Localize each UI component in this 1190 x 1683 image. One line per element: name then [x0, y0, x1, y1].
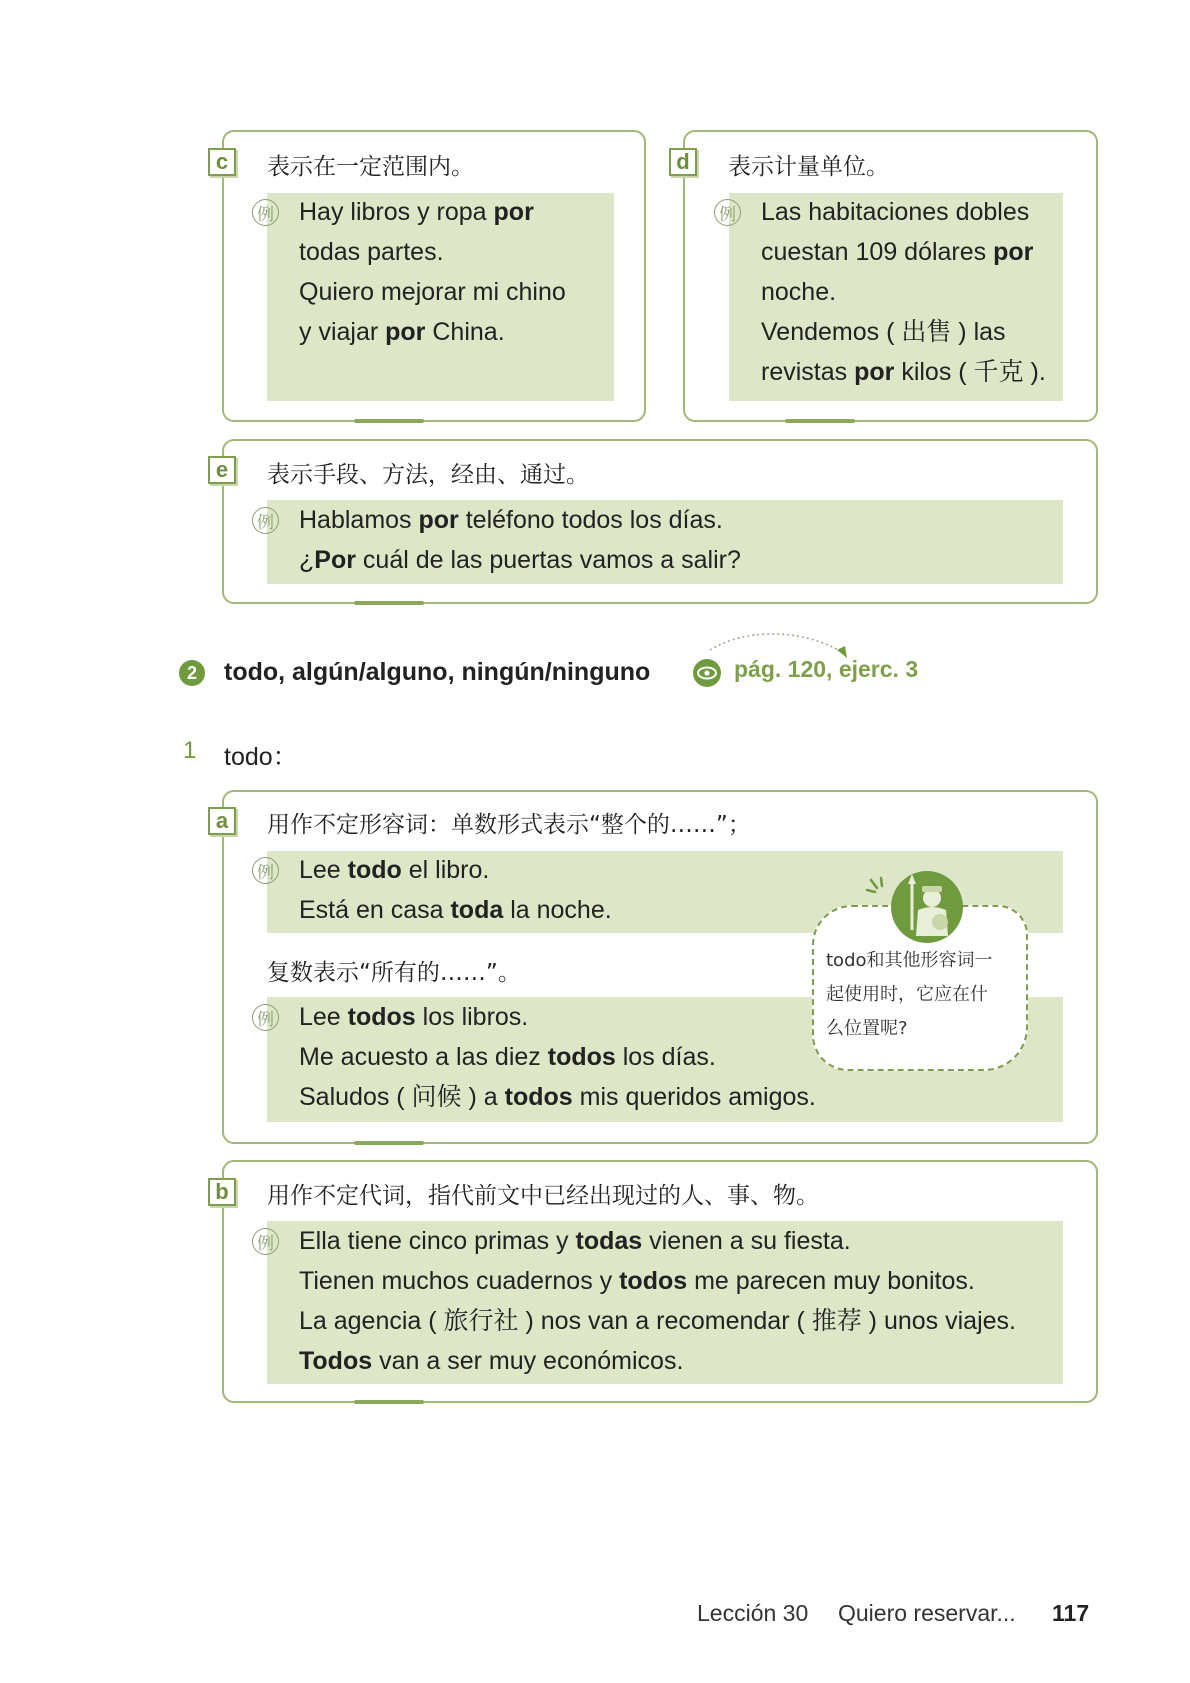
letter-b-badge: b [208, 1178, 236, 1206]
box-accent [785, 419, 855, 423]
sentence-part: cuál de las puertas vamos a salir? [355, 546, 741, 574]
example-sentence [761, 192, 1046, 232]
sentence-part: el libro. [401, 856, 490, 884]
sentence-part: Tienen muchos cuadernos y [299, 1267, 620, 1295]
box-e-heading: 表示手段、方法，经由、通过。 [267, 462, 589, 488]
sentence-part: Me acuesto a las diez [299, 1043, 548, 1071]
sentence-part: teléfono todos los días. [458, 506, 723, 534]
sentence-part: van a ser muy económicos. [372, 1347, 684, 1375]
box-a-examples-1 [299, 850, 612, 930]
sentence-part: Hablamos [299, 506, 419, 534]
example-mark-icon: 例 [252, 1004, 279, 1031]
subsection-label: todo： [224, 743, 298, 771]
box-d-examples [761, 192, 1046, 392]
exercise-reference-link[interactable]: pág. 120, ejerc. 3 [734, 656, 919, 682]
keyword: todo [347, 856, 402, 884]
sentence-part: China. [425, 318, 505, 346]
box-a-heading: 用作不定形容词：单数形式表示“整个的……”； [267, 812, 751, 838]
box-c-examples [299, 192, 566, 352]
sentence-part: Ella tiene cinco primas y [299, 1227, 576, 1255]
example-mark-icon: 例 [714, 199, 741, 226]
box-e-examples [299, 500, 741, 580]
letter-a-badge: a [208, 807, 236, 835]
example-sentence [299, 1301, 1016, 1341]
keyword: toda [450, 896, 504, 924]
example-mark-icon: 例 [252, 857, 279, 884]
keyword: todas [575, 1227, 643, 1255]
example-sentence [299, 890, 612, 930]
sentence-part: cuestan 109 dólares [761, 238, 994, 266]
sentence-part: Las habitaciones dobles [761, 198, 1030, 226]
subsection-number: 1 [183, 737, 197, 764]
box-accent [354, 1141, 424, 1145]
eye-icon [693, 659, 721, 687]
example-sentence [299, 232, 566, 272]
example-sentence [299, 272, 566, 312]
sentence-part: me parecen muy bonitos. [687, 1267, 975, 1295]
example-sentence [299, 1077, 816, 1117]
box-accent [354, 601, 424, 605]
section-number-badge: 2 [179, 660, 205, 686]
box-b-heading: 用作不定代词，指代前文中已经出现过的人、事、物。 [267, 1183, 819, 1209]
example-sentence [299, 1261, 1016, 1301]
box-accent [354, 419, 424, 423]
sentence-part: Vendemos ( 出售 ) las [761, 318, 1006, 346]
sentence-part: todas partes. [299, 238, 444, 266]
page-number: 117 [1052, 1600, 1090, 1626]
keyword: todos [619, 1267, 688, 1295]
example-mark-icon: 例 [252, 1228, 279, 1255]
example-sentence [761, 232, 1046, 272]
example-sentence [299, 312, 566, 352]
sentence-part: Saludos ( 问候 ) a [299, 1083, 505, 1111]
sentence-part: noche. [761, 278, 837, 306]
sentence-part: Está en casa [299, 896, 451, 924]
box-accent [354, 1400, 424, 1404]
letter-e-badge: e [208, 456, 236, 484]
example-sentence [761, 352, 1046, 392]
sentence-part: La agencia ( 旅行社 ) nos van a recomendar ( 推荐 ) unos viajes. [299, 1307, 1016, 1335]
box-b-examples [299, 1221, 1016, 1381]
sentence-part: la noche. [503, 896, 612, 924]
example-sentence [299, 500, 741, 540]
sentence-part: kilos ( 千克 ). [894, 358, 1046, 386]
sentence-part: revistas [761, 358, 855, 386]
sentence-part: mis queridos amigos. [572, 1083, 816, 1111]
box-c-heading: 表示在一定范围内。 [267, 154, 474, 180]
keyword: por [385, 318, 426, 346]
example-mark-icon: 例 [252, 507, 279, 534]
keyword: todos [347, 1003, 416, 1031]
example-sentence [299, 1221, 1016, 1261]
example-sentence [299, 997, 816, 1037]
example-sentence [299, 850, 612, 890]
sentence-part: Hay libros y ropa [299, 198, 494, 226]
example-sentence [761, 312, 1046, 352]
footer-title: Quiero reservar... [838, 1600, 1016, 1626]
box-a-heading-2: 复数表示“所有的……”。 [267, 960, 521, 986]
sentence-part: vienen a su fiesta. [642, 1227, 851, 1255]
sentence-part: y viajar [299, 318, 386, 346]
section-title: todo, algún/alguno, ningún/ninguno [224, 658, 651, 686]
tip-text: todo和其他形容词一 起使用时，它应在什 么位置呢? [826, 950, 993, 1039]
footer-lesson: Lección 30 [697, 1600, 809, 1626]
don-quixote-character-icon [890, 870, 964, 944]
sentence-part: ¿ [299, 546, 315, 574]
example-sentence [299, 192, 566, 232]
example-sentence [299, 1037, 816, 1077]
box-a-examples-2 [299, 997, 816, 1117]
sentence-part: los libros. [415, 1003, 529, 1031]
sentence-part: Lee [299, 856, 348, 884]
example-sentence [299, 1341, 1016, 1381]
box-d-heading: 表示计量单位。 [728, 154, 889, 180]
keyword: por [493, 198, 534, 226]
keyword: Todos [299, 1347, 373, 1375]
keyword: por [418, 506, 459, 534]
sentence-part: Lee [299, 1003, 348, 1031]
keyword: por [854, 358, 895, 386]
keyword: por [993, 238, 1034, 266]
keyword: todos [504, 1083, 573, 1111]
sentence-part: los días. [615, 1043, 716, 1071]
letter-c-badge: c [208, 148, 236, 176]
example-sentence [299, 540, 741, 580]
keyword: Por [314, 546, 356, 574]
example-mark-icon: 例 [252, 199, 279, 226]
keyword: todos [547, 1043, 616, 1071]
example-sentence [761, 272, 1046, 312]
sentence-part: Quiero mejorar mi chino [299, 278, 566, 306]
letter-d-badge: d [669, 148, 697, 176]
